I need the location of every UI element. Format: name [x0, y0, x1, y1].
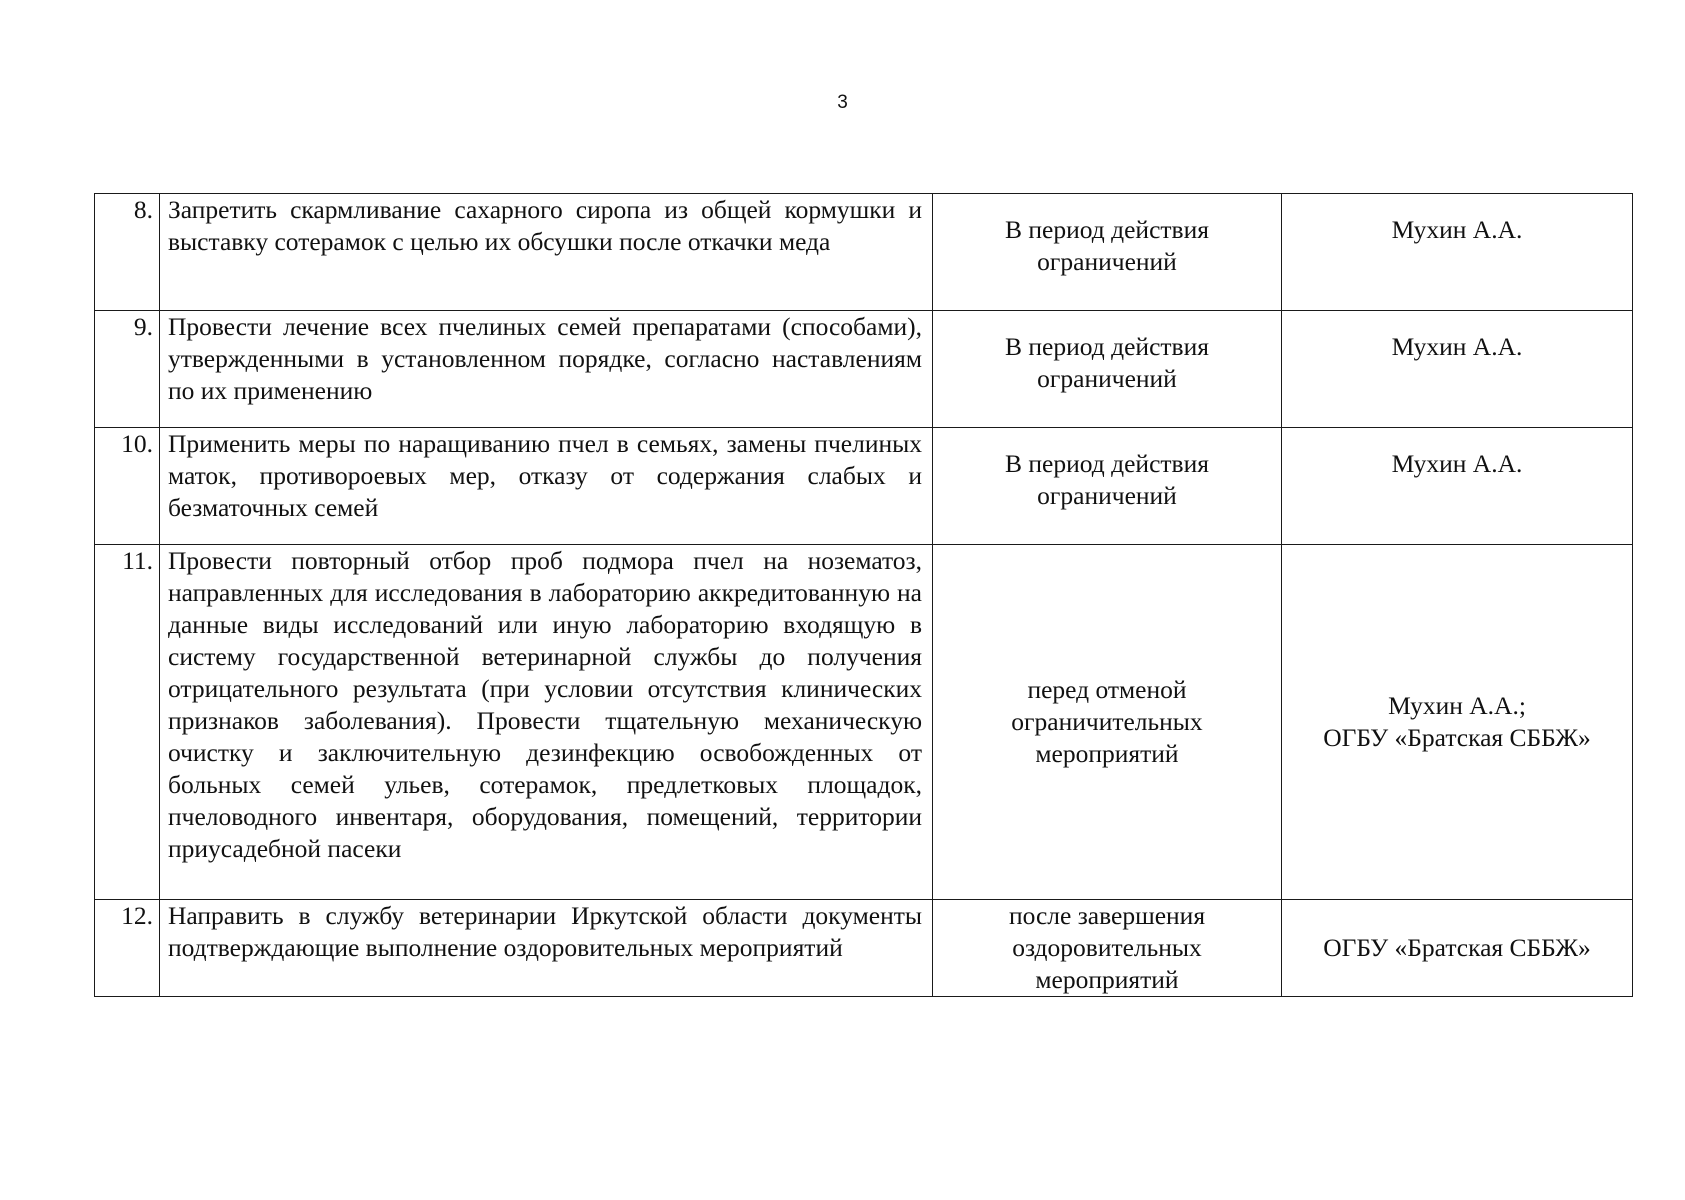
row-number: 11.	[95, 545, 160, 900]
deadline-text: перед отменой ограничительных мероприятий	[933, 545, 1282, 900]
page-number: 3	[837, 92, 848, 113]
deadline-text: В период действия ограничений	[933, 428, 1282, 545]
responsible-text: Мухин А.А.	[1282, 311, 1633, 428]
row-number: 10.	[95, 428, 160, 545]
table-row	[95, 194, 1633, 311]
deadline-text: В период действия ограничений	[933, 194, 1282, 311]
deadline-text: В период действия ограничений	[933, 311, 1282, 428]
measure-text: Направить в службу ветеринарии Иркутской области документы подтверждающие выполнение оздоровительных мероприятий	[160, 900, 933, 997]
responsible-text: Мухин А.А.	[1282, 194, 1633, 311]
row-number: 12.	[95, 900, 160, 997]
measure-text: Провести повторный отбор проб подмора пчел на нозематоз, направленных для исследования в лабораторию аккредитованную на данные виды исследований или иную лабораторию входящую в систему государственной ветеринарной службы до получения отрицательного результата (при условии отсутствия клинических признаков заболевания). Провести тщательную механическую очистку и заключительную дезинфекцию освобожденных от больных семей ульев, сотерамок, предлетковых площадок, пчеловодного инвентаря, оборудования, помещений, территории приусадебной пасеки	[160, 545, 933, 900]
table-row	[95, 900, 1633, 997]
table-row	[95, 428, 1633, 545]
measure-text: Запретить скармливание сахарного сиропа из общей кормушки и выставку сотерамок с целью их обсушки после откачки меда	[160, 194, 933, 311]
measure-text: Провести лечение всех пчелиных семей препаратами (способами), утвержденными в установленном порядке, согласно наставлениям по их применению	[160, 311, 933, 428]
responsible-text: ОГБУ «Братская СББЖ»	[1282, 900, 1633, 997]
deadline-text: после завершения оздоровительных мероприятий	[933, 900, 1282, 997]
measure-text: Применить меры по наращиванию пчел в семьях, замены пчелиных маток, противороевых мер, отказу от содержания слабых и безматочных семей	[160, 428, 933, 545]
measures-table	[94, 193, 1633, 997]
table-row	[95, 545, 1633, 900]
row-number: 8.	[95, 194, 160, 311]
table-row	[95, 311, 1633, 428]
responsible-text: Мухин А.А.	[1282, 428, 1633, 545]
row-number: 9.	[95, 311, 160, 428]
responsible-text: Мухин А.А.; ОГБУ «Братская СББЖ»	[1282, 545, 1633, 900]
